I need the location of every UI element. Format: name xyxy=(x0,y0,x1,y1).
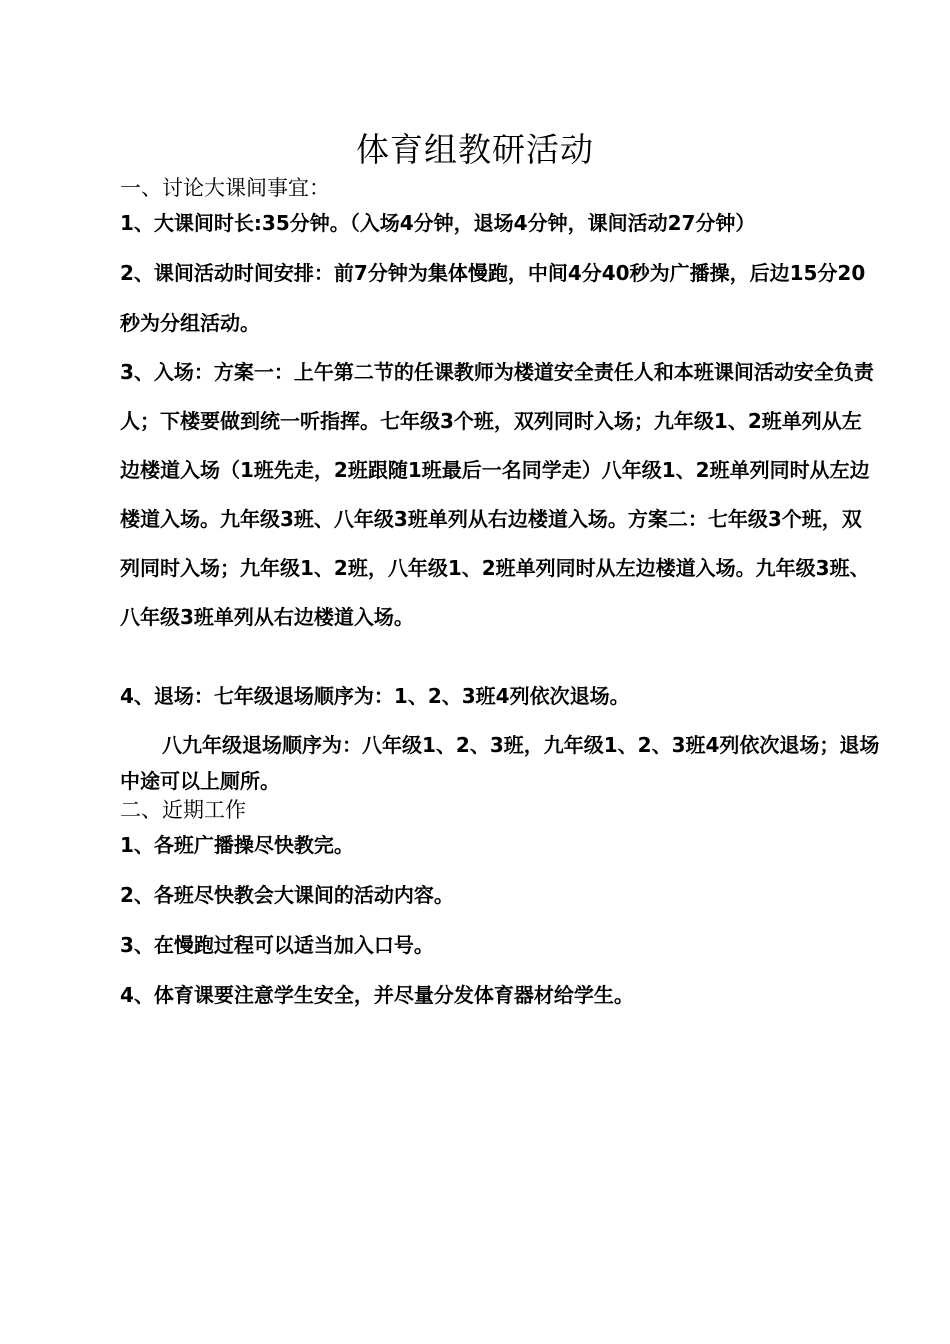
paragraph-item-4-continuation: 八九年级退场顺序为：八年级1、2、3班，九年级1、2、3班4列依次退场；退场中途可以上厕所。 xyxy=(120,733,880,793)
paragraph-item-3: 3、入场：方案一：上午第二节的任课教师为楼道安全责任人和本班课间活动安全负责人；下楼要做到统一听指挥。七年级3个班，双列同时入场；九年级1、2班单列从左边楼道入场（1班先走，2班跟随1班最后一名同学走）八年级1、2班单列同时从左边楼道入场。九年级3班、八年级3班单列从右边楼道入场。方案二：七年级3个班，双列同时入场；九年级1、2班，八年级1、2班单列同时从左边楼道入场。九年级3班、八年级3班单列从右边楼道入场。 xyxy=(120,360,874,629)
paragraph-item-1: 1、大课间时长:35分钟。（入场4分钟，退场4分钟，课间活动27分钟） xyxy=(120,211,756,235)
paragraph-item-2: 2、课间活动时间安排：前7分钟为集体慢跑，中间4分40秒为广播操，后边15分20秒为分组活动。 xyxy=(120,261,866,335)
paragraph-work-1: 1、各班广播操尽快教完。 xyxy=(120,833,354,857)
paragraph-work-4: 4、体育课要注意学生安全，并尽量分发体育器材给学生。 xyxy=(120,983,634,1007)
paragraph-work-3: 3、在慢跑过程可以适当加入口号。 xyxy=(120,933,434,957)
section-heading-recent-work: 二、近期工作 xyxy=(120,798,246,822)
paragraph-work-2: 2、各班尽快教会大课间的活动内容。 xyxy=(120,883,454,907)
paragraph-item-4: 4、退场：七年级退场顺序为：1、2、3班4列依次退场。 xyxy=(120,684,630,708)
document-title: 体育组教研活动 xyxy=(356,130,594,169)
section-heading-discussion: 一、讨论大课间事宜： xyxy=(120,176,330,200)
